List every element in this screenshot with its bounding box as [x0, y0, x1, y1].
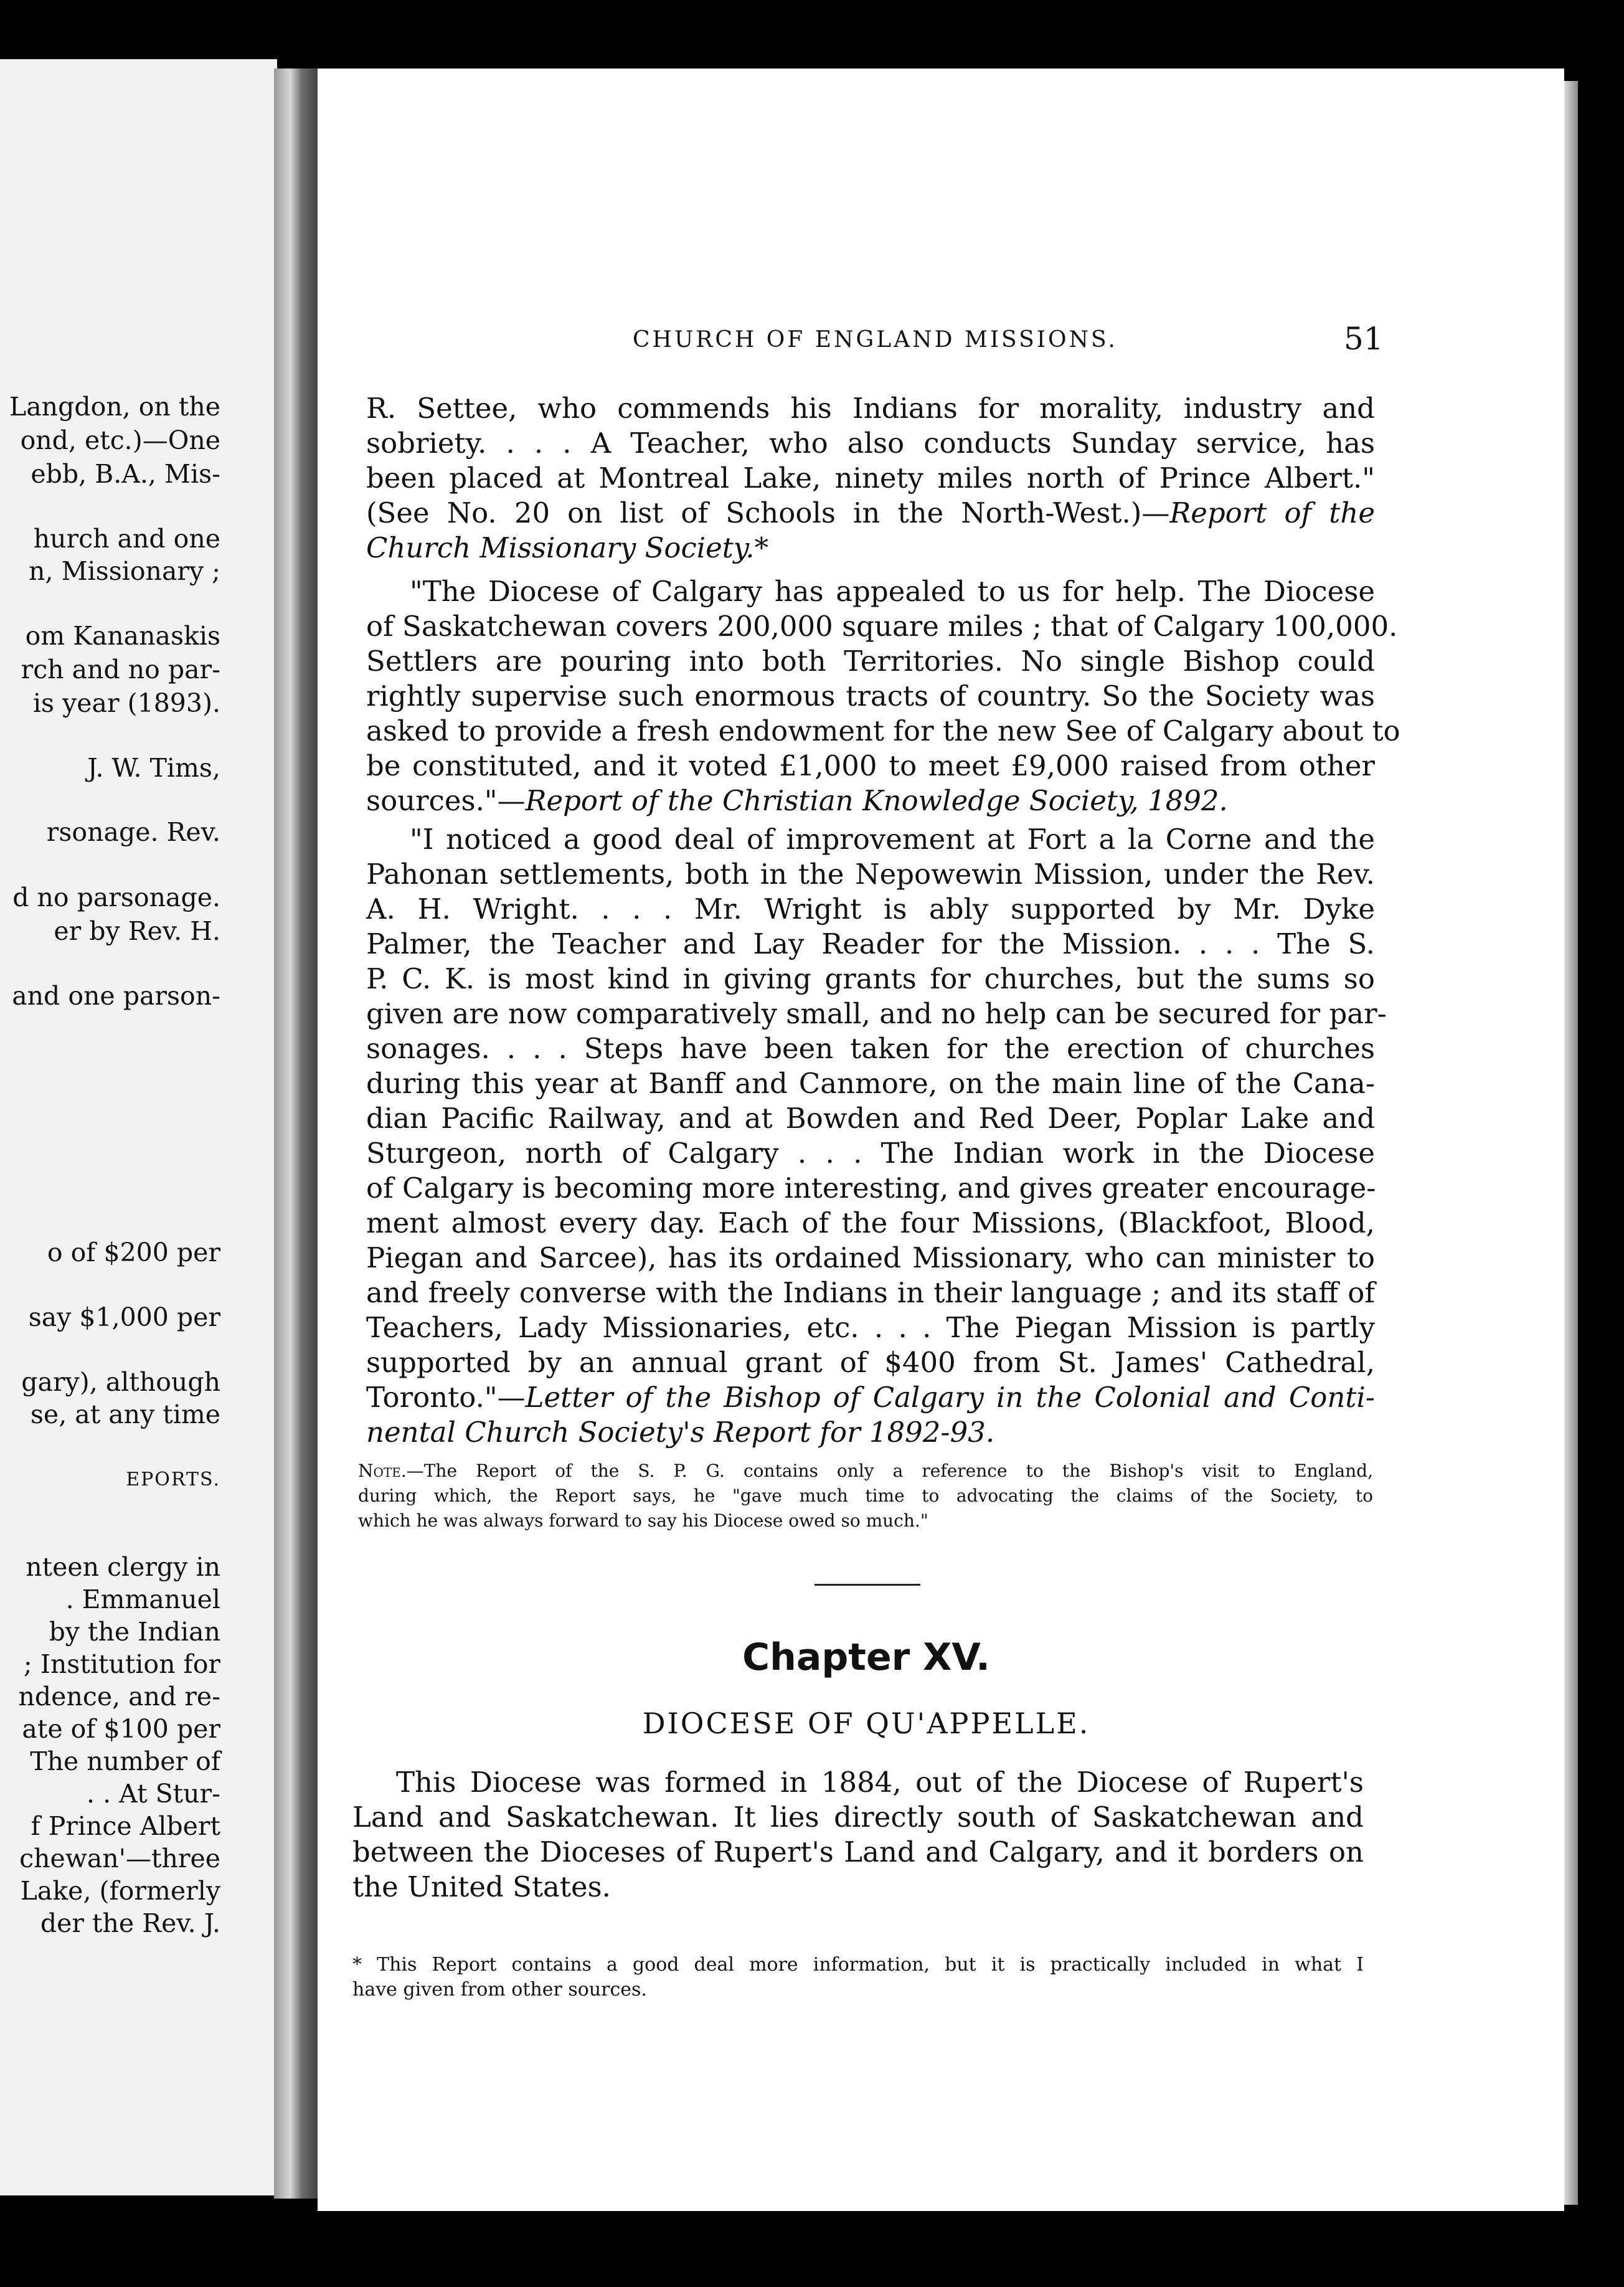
left-line: f Prince Albert [31, 1811, 220, 1841]
text-line [366, 1415, 1375, 1450]
left-line: ate of $100 per [22, 1714, 220, 1744]
left-line: The number of [30, 1746, 220, 1776]
left-line: nteen clergy in [26, 1552, 220, 1582]
left-line: by the Indian [49, 1617, 220, 1647]
note-label: Note. [358, 1461, 407, 1481]
text-line: Palmer, the Teacher and Lay Reader for the Mission. . . . The S. [366, 927, 1375, 960]
text-line: P. C. K. is most kind in giving grants for churches, but the sums so [366, 962, 1375, 995]
paragraph-calgary-appeal [366, 574, 1400, 818]
text-line: given are now comparatively small, and no help can be secured for par- [366, 997, 1387, 1030]
text-line: This Diocese was formed in 1884, out of the Diocese of Rupert's [396, 1766, 1364, 1799]
text-line: "I noticed a good deal of improvement at Fort a la Corne and the [410, 823, 1375, 856]
text-line: Pahonan settlements, both in the Nepowewin Mission, under the Rev. [366, 858, 1375, 891]
citation: Church Missionary Society. [366, 531, 755, 564]
left-line: rsonage. Rev. [46, 817, 220, 847]
text-line: Piegan and Sarcee), has its ordained Missionary, who can minister to [366, 1241, 1375, 1274]
text-line: sonages. . . . Steps have been taken for the erection of churches [366, 1032, 1375, 1065]
left-line: d no parsonage. [12, 883, 220, 912]
paragraph-church-missionary [366, 391, 1375, 566]
left-line: der the Rev. J. [40, 1908, 220, 1938]
text-line: A. H. Wright. . . . Mr. Wright is ably supported by Mr. Dyke [366, 893, 1375, 926]
left-line: J. W. Tims, [87, 753, 220, 783]
text-line: asked to provide a fresh endowment for the new See of Calgary about to [366, 714, 1400, 747]
left-line: Langdon, on the [9, 392, 220, 422]
left-line: and one parson- [12, 981, 220, 1011]
left-line: o of $200 per [47, 1238, 220, 1267]
note-line [358, 1459, 1373, 1484]
left-line: is year (1893). [32, 688, 220, 718]
left-line: se, at any time [30, 1399, 220, 1429]
heading-text: DIOCESE OF QU'APPELLE. [642, 1707, 1090, 1740]
text-line: and freely converse with the Indians in their language ; and its staff of [366, 1276, 1375, 1309]
citation: Report of the Christian Knowledge Society, 1892. [525, 784, 1228, 817]
footnote [352, 1953, 1364, 2002]
page-number: 51 [1344, 321, 1384, 357]
page-edge [1564, 81, 1578, 2205]
left-line: ndence, and re- [18, 1682, 220, 1712]
text-line: Sturgeon, north of Calgary . . . The Indian work in the Diocese [366, 1137, 1375, 1170]
note-line: which he was always forward to say his Diocese owed so much." [358, 1510, 928, 1531]
left-line: n, Missionary ; [29, 556, 220, 586]
text-line: rightly supervise such enormous tracts of country. So the Society was [366, 679, 1375, 713]
text-line: the United States. [352, 1870, 611, 1903]
note-block [358, 1459, 1373, 1533]
paragraph-bishop-letter [366, 822, 1387, 1450]
footnote-line: have given from other sources. [352, 1979, 647, 2001]
left-line: say $1,000 per [28, 1302, 220, 1332]
text-line: R. Settee, who commends his Indians for morality, industry and [366, 392, 1375, 425]
text-run: sources."— [366, 784, 526, 817]
left-line: hurch and one [33, 524, 220, 554]
left-line: ebb, B.A., Mis- [31, 459, 220, 489]
section-divider [814, 1584, 920, 1586]
left-line: rch and no par- [21, 655, 220, 684]
left-line: . Emmanuel [65, 1584, 220, 1614]
text-line: "The Diocese of Calgary has appealed to us for help. The Diocese [410, 575, 1375, 608]
left-line: EPORTS. [126, 1469, 220, 1490]
running-header: CHURCH OF ENGLAND MISSIONS. [633, 327, 1118, 353]
left-line: om Kananaskis [25, 621, 220, 651]
citation: Report of the [1169, 496, 1376, 529]
paragraph-quappelle [352, 1765, 1364, 1905]
text-line [366, 1380, 1375, 1415]
book-spine [274, 69, 321, 2199]
chapter-title: Chapter XV. [742, 1636, 990, 1679]
chapter-heading [554, 1707, 1178, 1740]
citation: nental Church Society's Report for 1892-93. [366, 1416, 995, 1449]
text-run: (See No. 20 on list of Schools in the North-West.)— [366, 496, 1170, 529]
note-line: during which, the Report says, he "gave much time to advocating the claims of the Society, to [358, 1485, 1373, 1506]
text-line: dian Pacific Railway, and at Bowden and Red Deer, Poplar Lake and [366, 1102, 1375, 1135]
text-line: during this year at Banff and Canmore, on the main line of the Cana- [366, 1067, 1375, 1100]
left-line: er by Rev. H. [54, 916, 220, 946]
left-page-fragment [0, 59, 277, 2195]
left-line: gary), although [21, 1367, 220, 1397]
text-line: be constituted, and it voted £1,000 to meet £9,000 raised from other [366, 749, 1375, 782]
left-line: ond, etc.)—One [20, 425, 220, 455]
text-line: of Saskatchewan covers 200,000 square miles ; that of Calgary 100,000. [366, 610, 1398, 643]
text-run: Toronto."— [366, 1381, 526, 1414]
text-run: —The Report of the S. P. G. contains only a reference to the Bishop's visit to England, [406, 1461, 1373, 1481]
text-line: Teachers, Lady Missionaries, etc. . . . The Piegan Mission is partly [366, 1311, 1375, 1344]
text-line: supported by an annual grant of $400 from St. James' Cathedral, [366, 1346, 1375, 1379]
left-line: Lake, (formerly [20, 1876, 220, 1906]
text-line: between the Dioceses of Rupert's Land and Calgary, and it borders on [352, 1835, 1364, 1868]
left-line: ; Institution for [23, 1649, 220, 1679]
text-line [366, 784, 1375, 818]
text-line: ment almost every day. Each of the four Missions, (Blackfoot, Blood, [366, 1206, 1375, 1239]
left-line: chewan'—three [19, 1844, 220, 1873]
text-line: Settlers are pouring into both Territories. No single Bishop could [366, 645, 1375, 678]
text-line: Land and Saskatchewan. It lies directly south of Saskatchewan and [352, 1801, 1364, 1834]
citation: Letter of the Bishop of Calgary in the Colonial and Conti- [525, 1381, 1375, 1414]
left-line: . . At Stur- [87, 1779, 220, 1809]
text-line [366, 496, 1375, 531]
text-line: been placed at Montreal Lake, ninety miles north of Prince Albert." [366, 462, 1375, 495]
footnote-line: * This Report contains a good deal more information, but it is practically included in what I [352, 1954, 1364, 1976]
text-line: Church Missionary Society.* [366, 531, 769, 564]
text-line: of Calgary is becoming more interesting, and gives greater encourage- [366, 1172, 1376, 1205]
text-line: sobriety. . . . A Teacher, who also conducts Sunday service, has [366, 427, 1375, 460]
